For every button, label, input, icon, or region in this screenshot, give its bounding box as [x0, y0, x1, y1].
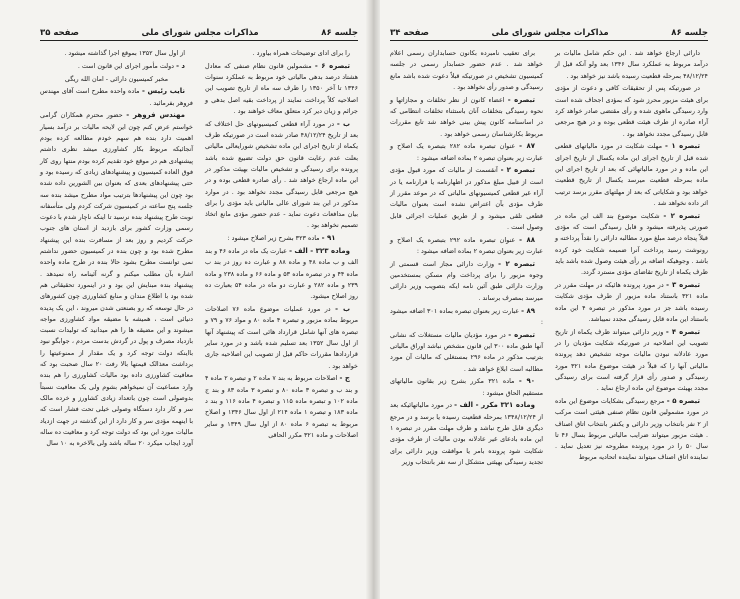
paragraph	[205, 119, 358, 232]
column-left	[40, 48, 193, 451]
paragraph	[390, 235, 543, 258]
paragraph-label: د -	[176, 61, 185, 70]
page-header	[390, 27, 708, 41]
paragraph-label: تبصره ۶ -	[314, 61, 350, 70]
column-left	[390, 48, 543, 470]
paragraph-label: تبصره -	[508, 330, 535, 339]
paragraph	[555, 211, 708, 279]
paragraph-label: ۹۱ -	[321, 234, 336, 243]
paragraph	[555, 48, 708, 82]
paragraph-text: حضور محترم همکاران گرامی خواستم عرض کنم چون این لایحه مالیات بر درآمد بسیار اهمیت دارد بنده هم سهم خودم مطالعه کرده بودم آنجائیکه مربوط بکار کشاورزی میشد نظری داشتم پیشنهادی هم در موقع خود تقدیم کرده بودم منتها روی کار فوق العاده کمیسیون و پیشنهادهای زیادی که رسیده بود و حتی پیشنهادهای بعدی که بعنوان بین الشورین داده شده بود چون این پیشنهادها بترتیب مواد مطرح میشد بنده سه جلسه پنج ساعته در کمیسیون شرکت کردم ولی متأسفانه نوبت طرح پیشنهاد بنده نرسید تا اینکه ناچار شدم با دعوت رسمی وزارت کشور برای بازدید از استان های جنوب حرکت کردیم و روز بعد از مسافرت بنده این پیشنهاد مطرح شده بود و چون بنده در کمیسیون حضور نداشتم نمی توانست مطرح بشود حالا بنده در طرح ماده واحده اشاره بآن مطلب میکنم و گرنه آئینامه راه نمیدهد . پیشنهاد بنده مبنایش این بود و در اینمورد تحقیقاتی هم شده بود با اطلاع مندان و منابع کشاورزی چون کشورهای در حال توسعه که رو بصنعتی شدن میروند ، این یک پدیده دنیائی است ، همیشه با مضیقه مواد کشاورزی مواجه میشوند و این مضیقه ها را هم میدانید که تولیدات نسبت بازدیاد مصرف و پول در گردش بدست مردم ، جوابگو نبود بااینکه دولت توجه کرد و یک مقدار از ممنوعیتها را برداشت معذالک قیمتها بالا رفت ۲۰ سال صحبت بود که معافیت کشاورزی داده بود مالیات کشاورزی را هم بنده وارد مساعیت آن نمیخواهم بشوم ولی یک معافیت نسبتاً بدوصولی است چون باتعداد زیادی کشاورز و خرده مالک سر و کار دارد دستگاه وصولی خیلی تحت فشار است که با اینهمه مؤدی سر و کار دارد از این گذشته در جهت ازدیاد مالیات مورد این بود که دولت توجه کرد و معافیت ده ساله آورد ایجاب میکرد ۲۰ ساله باشد ولی بالاخره به ۱۰ سال	[40, 111, 193, 448]
left-page	[0, 0, 366, 599]
paragraph-text: عنوان تبصره ماده ۲۸۲ بتبصره یک اصلاح و عبارت زیر بعنوان تبصره ۲ بماده اضافه میشود :	[390, 142, 543, 162]
paragraph-label: ب -	[336, 119, 350, 128]
book-gutter	[366, 0, 380, 599]
paragraph-text: مشمولین قانون نظام صنفی که معادل هشتاد درصد بدهی مالیاتی خود مربوط به عملکرد سنوات ۱۳۴۶ تا آخر ۱۳۵۰ را ظرف سه ماه از تاریخ تصویب این اصلاحیه کلاً پرداخت نمایند از پرداخت بقیه اصل بدهی و جرائم و زیان دیر کرد متعلق معاف خواهند بود .	[205, 61, 358, 115]
paragraph-label: تبصره ۲ -	[498, 259, 535, 268]
running-title: مذاکرات مجلس شورای ملی	[141, 28, 259, 38]
paragraph-label: ۸۹ -	[521, 306, 535, 315]
paragraph-label: تبصره -	[507, 95, 535, 104]
paragraph-text: در صورتیکه پس از تحقیقات کافی و دعوت از مؤدی برای هیئت مزبور محرز شود که بمؤدی اجحاف شده است وارد رسیدگی ماهوی شده و رأی مقتضی صادر خواهد کرد آراء صادره از طرف هیئت قطعی بوده و در هیچ مرجعی قابل رسیدگی مجدد نخواهد بود .	[555, 84, 708, 138]
paragraph-text: در مورد آراء قطعی کمیسیونهای حل اختلاف که بعد از تاریخ ۴۸/۱۲/۲۴ صادر شده است در صورتیکه ظرف یکماه از تاریخ اجرای این ماده تشخیص شورایعالی مالیاتی بعلت عدم رعایت قانون حق دولت تضییع شده باشد پرونده برای رسیدگی و تشخیص مالیات بهیئت مذکور در این ماده ارجاع خواهد شد . رأی صادره قطعی بوده و در هیچ مرجعی قابل رسیدگی مجدد نخواهد بود . در موارد مذکور در این بند شورای عالی مالیاتی باید مؤدی را برای بیان مدافعات دعوت نماید - عدم حضور مؤدی مانع اتخاذ تصمیم نخواهد بود .	[205, 119, 358, 230]
paragraph-text: از اول سال ۱۳۵۲ بموقع اجرا گذاشته میشود .	[64, 49, 185, 57]
paragraph-label: تبصره ۲ -	[500, 166, 536, 175]
paragraph	[390, 259, 543, 304]
paragraph	[390, 330, 543, 375]
paragraph-text: در مورد عملیات موضوع ماده ۷۶ اصلاحات مربوط بماده مزبور و تبصره ۴ ماده ۸۰ و مواد ۷۶ و ۷۹ و تبصره های آنها شامل قرارداد هائی است که پیشنهاد آنها از اول سال ۱۳۵۲ بعد تسلیم شده باشد و در مورد سایر قراردادها مقررات حاکم قبل از تصویب این اصلاحیه جاری خواهد بود .	[205, 305, 358, 370]
paragraph	[205, 246, 358, 302]
paragraph	[205, 304, 358, 372]
paragraph	[390, 400, 543, 468]
paragraph	[40, 61, 193, 72]
paragraph-label: مهندس فروهر -	[126, 111, 185, 120]
paragraph	[555, 141, 708, 209]
paragraph-label: تبصره ۵ -	[666, 396, 701, 405]
paragraph	[555, 396, 708, 464]
paragraph	[390, 141, 543, 164]
paragraph-text: اعضاء کانون از نظر تخلفات و مجازاتها و نحوه رسیدگی بتخلفات آنان باستثناء تخلفات انتظامی که در اساسنامه کانون پیش بینی خواهد شد تابع مقررات مربوط بکارشناسان رسمی خواهد بود .	[390, 95, 543, 138]
paragraph	[555, 280, 708, 325]
paragraph	[205, 61, 358, 117]
paragraph-text: دولت مأمور اجرای این قانون است .	[77, 61, 175, 70]
paragraph	[390, 376, 543, 399]
paragraph-text: مرجع رسیدگی بشکایات موضوع این ماده در مورد مشمولین قانون نظام صنفی هیئتی است مرکب از ۲ نفر بانتخاب وزیر دارائی و یکنفر بانتخاب اتاق اصناف . هیئت مزبور میتواند ضرایب مالیاتی مربوط بسال ۴۶ تا سال ۵۰ را در مورد پرونده مطروحه نیز تعدیل نماید . نماینده اتاق اصناف میتواند نماینده اتحادیه مربوط	[555, 396, 708, 462]
paragraph	[390, 165, 543, 233]
paragraph-text: شکایت موضوع بند الف این ماده در صورتی پذیرفته میشود و قابل رسیدگی است که مؤدی قبلاً پنجاه درصد مبلغ مورد مطالبه دارائی را نقداً پرداخته و رونوشت رسید پرداخت آنرا ضمیمه شکایت خود کرده باشد . وجوهیکه اضافه بر رأی هیئت وصول شده باشد باید ظرف یکماه از تاریخ تقاضای مؤدی مسترد گردد.	[555, 211, 708, 277]
paragraph-text: اصلاحات مربوط به بند ۷ ماده ۲ و تبصره ۲ ماده ۴ و بند ب و تبصره ۳ ماده ۸۰ و تبصره ۳ ماده ۸۳ و بند ج ماده ۱۰۲ و تبصره ماده ۱۱۵ و تبصره ۴ ماده ۱۱۶ و بند د ماده ۱۸۳ و تبصره ۱ ماده ۲۱۴ از اول سال ۱۳۴۶ و اصلاح مربوط به تبصره ۶ ماده ۸۰ از اول سال ۱۳۴۹ و سایر اصلاحات و ماده ۳۲۱ مکرر الحاقی	[205, 374, 358, 439]
paragraph-text: ماده ۳۲۱ مکرر بشرح زیر بقانون مالیاتهای مستقیم الحاق میشود :	[390, 377, 543, 397]
paragraph-label: ب -	[335, 305, 350, 314]
paragraph-label: تبصره ۳ -	[666, 280, 700, 289]
column-right	[205, 48, 358, 451]
paragraph	[205, 373, 358, 441]
paragraph	[205, 233, 358, 244]
page-header	[40, 27, 358, 41]
column-right	[555, 48, 708, 470]
paragraph	[40, 48, 193, 59]
running-title: مذاکرات مجلس شورای ملی	[491, 28, 609, 38]
session-label: جلسه ۸۶	[671, 28, 708, 38]
paragraph-text: دارائی ارجاع خواهد شد . این حکم شامل مالیات بر درآمد مربوط به عملکرد سال ۱۳۴۶ بعد ولو آنکه قبل از ۴۸/۱۲/۲۴ بمرحله قطعیت رسیده باشد نیز خواهد بود .	[555, 49, 708, 80]
paragraph-label: ج -	[339, 374, 350, 383]
right-page	[380, 0, 740, 599]
page-number: صفحه ۳۵	[40, 28, 79, 38]
paragraph-text: عبارت زیر بعنوان تبصره بماده ۳۰۱ اضافه میشود :	[390, 306, 543, 326]
paragraph-label: نایب رئیس -	[141, 87, 185, 96]
paragraph	[390, 95, 543, 140]
paragraph	[390, 306, 543, 329]
paragraph	[390, 48, 543, 93]
paragraph-text: را برای ادای توضیحات همراه بیاورد .	[252, 49, 350, 57]
paragraph-text: ماده ۳۲۳ بشرح زیر اصلاح میشود :	[227, 234, 320, 243]
paragraph	[205, 48, 358, 59]
paragraph-label: ۸۷ -	[519, 142, 535, 151]
paragraph	[40, 74, 193, 85]
paragraph-text: مخبر کمیسیون دارائی - امان الله ریگی	[64, 74, 169, 83]
paragraph-text: مهلت شکایت در مورد مالیاتهای قطعی شده قبل از تاریخ اجرای این ماده یکسال از تاریخ اجرای این ماده و در مورد مالیاتهائی که بعد از تاریخ اجرای این ماده بمرحله قطعیت میرسد یکسال از تاریخ قطعیت خواهد بود و شکایاتی که بعد از مهلتهای مقرر برسد ترتیب اثر داده نخواهد شد .	[555, 142, 708, 207]
paragraph-text: وزیر دارائی میتواند ظرف یکماه از تاریخ تصویب این اصلاحیه در صورتیکه شکایت مؤدیان را در مورد عادلانه نبودن مالیات موجه تشخیص دهد پرونده مالیاتی آنها را که قبلاً در هیئت موضوع ماده ۳۲۱ مورد رسیدگی و صدور رأی قرار گرفته است برای رسیدگی مجدد بهیئت موضوع این ماده ارجاع نماید .	[555, 327, 708, 393]
paragraph	[40, 110, 193, 449]
paragraph-text: در مورد مالیاتهائیکه بعد از ۱۳۴۸/۱۲/۲۴ بمرحله قطعیت رسیده یا برسد و در مرجع دیگری قابل طرح نباشد و ظرف مهلت مقرر در تبصره ۱ این ماده بادعای غیر عادلانه بودن مالیات از طرف مؤدی شکایت شود پرونده بامر یا موافقت وزیر دارائی برای تجدید رسیدگی بهیئتی متشکل از سه نفر بانتخاب وزیر	[390, 401, 543, 466]
paragraph-label: تبصره ۲ -	[663, 211, 700, 220]
text-columns	[40, 48, 358, 451]
paragraph-label: تبصره ۴ -	[665, 327, 700, 336]
paragraph-label: وماده ۳۲۱ مکرر - الف -	[454, 401, 535, 410]
paragraph-label: ۸۸ -	[519, 235, 535, 244]
paragraph	[555, 327, 708, 395]
paragraph-text: وزارت دارائی مجاز است قسمتی از وجوه مزبور را برای پرداخت وام مسکن بمستخدمین وزارت دارائی طبق آئین نامه ایکه بتصویب وزیر دارائی میرسد بمصرف برساند .	[390, 259, 543, 302]
paragraph	[40, 86, 193, 109]
paragraph-text: عبارت یک ماه در ماده ۴۶ و بند الف و ب ماده ۴۸ و ماده ۸۸ و عبارت ده روز در بند ب ماده ۴۴ و در تبصره ماده ۵۳ و ماده ۶۶ و ماده ۲۳۸ و ماده ۲۳۹ و ماده ۲۸۲ و عبارت دو ماه در ماده ۵۴ بعبارت ده روز اصلاح میشود.	[205, 247, 359, 301]
paragraph-text: در مورد مؤدیان مالیات مستغلات که نشانی آنها طبق ماده ۳۰۰ این قانون مشخص نباشد اوراق مالیاتی بترتیب مذکور در ماده ۲۹۶ بمستغلی که مالیات آن مورد مطالبه است ابلاغ خواهد شد .	[390, 330, 544, 373]
paragraph-text: عنوان تبصره ماده ۲۹۲ بتبصره یک اصلاح و عبارت زیر بعنوان تبصره ۲ بماده اضافه میشود :	[390, 235, 543, 256]
paragraph-text: در مورد پرونده هائیکه در مهلت مقرر در ماده ۳۲۱ باستناد ماده مزبور از طرف مؤدی شکایت رسیده باشد جز در مورد مذکور در تبصره ۴ این ماده باستناد این ماده قابل رسیدگی مجدد نمیباشد.	[555, 280, 709, 323]
paragraph	[555, 83, 708, 139]
paragraph-label: تبصره ۱ -	[665, 142, 701, 151]
paragraph-text: آنقسمت از مالیات که مورد قبول مؤدی است از قبیل مبلغ مذکور در اظهارنامه یا قرارنامه یا در آراء غیر قطعی کمیسیونهای مالیاتی که در موعد مقرر از طرف مؤدی بآن اعتراض نشده است بعنوان مالیات قطعی تلقی میشود و از طریق عملیات اجرائی قابل وصول است .	[390, 166, 543, 231]
text-columns	[390, 48, 708, 470]
session-label: جلسه ۸۶	[321, 28, 358, 38]
paragraph-label: ۹۰ -	[518, 377, 535, 386]
paragraph-text: ماده واحده مطرح است آقای مهندس فروهر بفرمائید .	[40, 87, 193, 107]
paragraph-text: برای تعقیب نامبرده بکانون حسابداران رسمی اعلام خواهد شد . عدم حضور حسابدار رسمی در جلسه کمیسیون تشخیص در صورتیکه قبلاً دعوت شده باشد مانع رسیدگی و صدور رأی نخواهد بود .	[390, 49, 543, 91]
page-number: صفحه ۳۴	[390, 28, 429, 38]
paragraph-label: وماده ۳۲۳ - الف -	[289, 247, 350, 256]
